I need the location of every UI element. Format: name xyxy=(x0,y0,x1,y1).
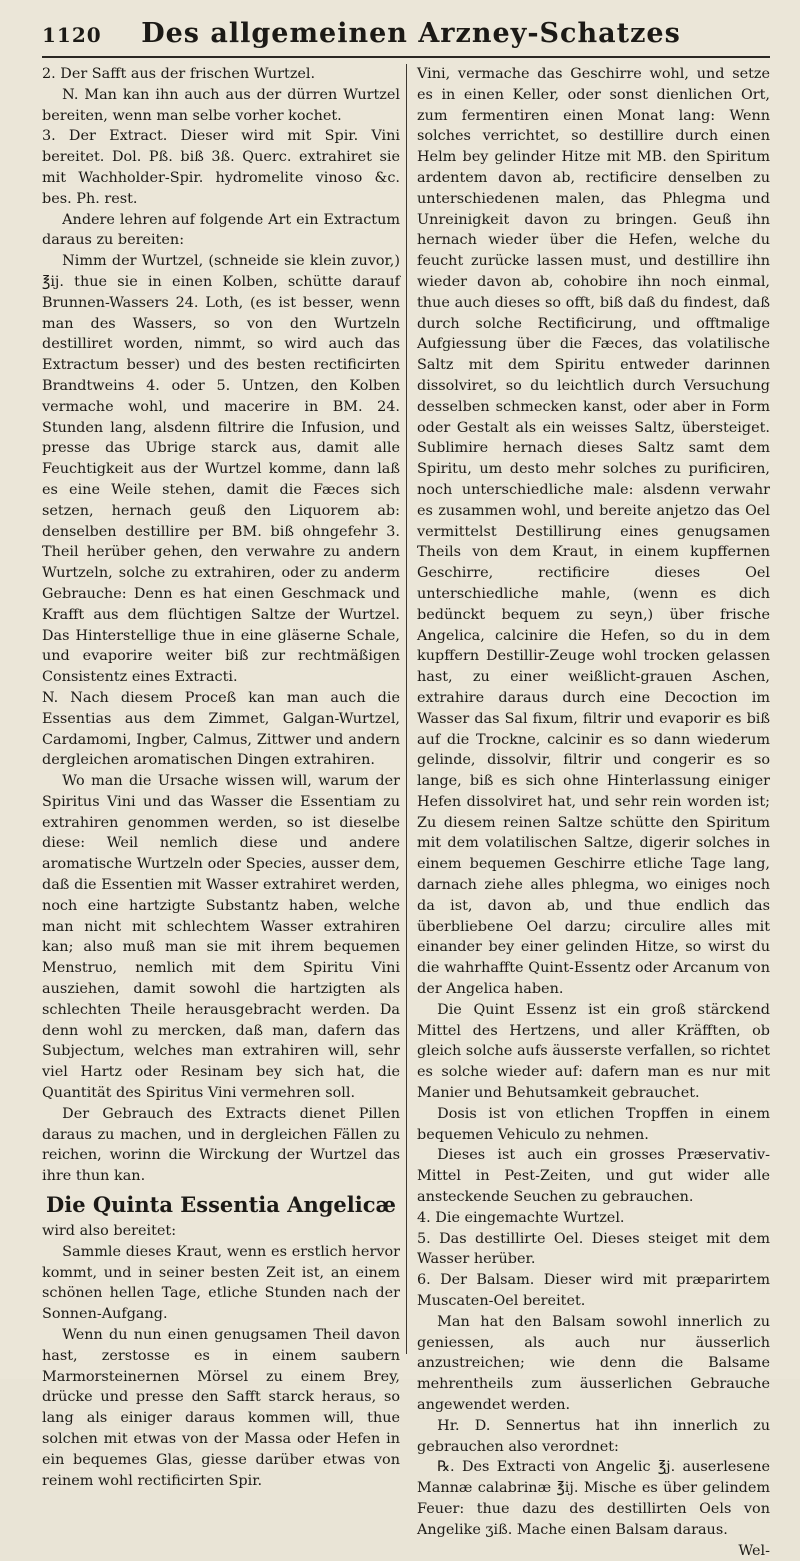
paragraph: 3. Der Extract. Dieser wird mit Spir. Vini bereitet. Dol. Pß. biß 3ß. Querc. extrahiret sie mit Wachholder-Spir. hydromelite vinoso &c. bes. Ph. rest. xyxy=(42,128,400,207)
paragraph: ℞. Des Extracti von Angelic ℥j. auserlesene Mannæ calabrinæ ℥ij. Mische es über gelindem Feuer: thue dazu des destillirten Oels von Angelike ʒiß. Mache einen Balsam daraus. xyxy=(417,1459,770,1538)
paragraph: Vini, vermache das Geschirre wohl, und setze es in einen Keller, oder sonst dienlichen Ort, zum fermentiren einen Monat lang: Wenn solches verrichtet, so destillire durch einen Helm bey gelinder Hitze mit MB. den Spiritum ardentem davon ab, rectificire denselben zu unterschiedenen malen, das Phlegma und Unreinigkeit davon zu bringen. Geuß ihn hernach wieder über die Hefen, welche du feucht zurücke lassen must, und destillire ihn wieder davon ab, cohobire ihn noch einmal, thue auch dieses so offt, biß daß du findest, daß durch solche Rectificirung, und offtmalige Aufgiessung über die Fæces, das volatilische Saltz mit dem Spiritu entweder darinnen dissolviret, so du leichtlich durch Versuchung desselben schmecken kanst, oder aber in Form oder Gestalt als ein weisses Saltz, übersteiget. Sublimire hernach dieses Saltz samt dem Spiritu, um desto mehr solches zu purificiren, noch unterschiedliche male: alsdenn verwahr es zusammen wohl, und bereite anjetzo das Oel vermittelst Destillirung eines genugsamen Theils von dem Kraut, in einem kupffernen Geschirre, rectificire dieses Oel unterschiedliche mahle, (wenn es dich bedünckt bequem zu seyn,) über frische Angelica, calcinire die Hefen, so du in dem kupffern Destillir-Zeuge wohl trocken gelassen hast, zu einer weißlicht-grauen Aschen, extrahire daraus durch eine Decoction im Wasser das Sal fixum, filtrir und evaporir es biß auf die Trockne, calcinir es so dann wiederum gelinde, dissolvir, filtrir und congerir es so lange, biß es sich ohne Hinterlassung einiger Hefen dissolviret hat, und sehr rein worden ist; Zu diesem reinen Saltze schütte den Spiritum mit dem volatilischen Saltze, digerir solches in einem bequemen Geschirre etliche Tage lang, darnach ziehe alles phlegma, wo einiges noch da ist, davon ab, und thue endlich das überbliebene Oel darzu; circulire alles mit einander bey einer gelinden Hitze, so wirst du die wahrhaffte Quint-Essentz oder Arcanum von der Angelica haben. xyxy=(417,66,770,998)
paragraph: N. Nach diesem Proceß kan man auch die Essentias aus dem Zimmet, Galgan-Wurtzel, Cardamomi, Ingber, Calmus, Zittwer und andern dergleichen aromatischen Dingen extrahiren. xyxy=(42,689,400,769)
left-column xyxy=(42,64,406,1489)
running-title: Des allgemeinen Arzney-Schatzes xyxy=(141,18,681,49)
text-columns xyxy=(42,64,770,1559)
paragraph: Dosis ist von etlichen Tropffen in einem bequemen Vehiculo zu nehmen. xyxy=(417,1105,770,1143)
paragraph: Nimm der Wurtzel, (schneide sie klein zuvor,) ℥ij. thue sie in einen Kolben, schütte darauf Brunnen-Wassers 24. Loth, (es ist besser, wenn man des Wassers, so von den Wurtzeln destilliret worden, nimmt, so wird auch das Extractum besser) und des besten rectificirten Brandtweins 4. oder 5. Untzen, den Kolben vermache wohl, und macerire in BM. 24. Stunden lang, alsdenn filtrire die Infusion, und presse das Ubrige starck aus, damit alle Feuchtigkeit aus der Wurtzel komme, dann laß es eine Weile stehen, damit die Fæces sich setzen, hernach geuß den Liquorem ab: denselben destillire per BM. biß ohngefehr 3. Theil herüber gehen, den verwahre zu andern Wurtzeln, solche zu extrahiren, oder zu anderm Gebrauche: Denn es hat einen Geschmack und Krafft aus dem flüchtigen Saltze der Wurtzel. Das Hinterstellige thue in eine gläserne Schale, und evaporire weiter biß zur rechtmäßigen Consistentz eines Extracti. xyxy=(42,253,400,686)
catchword: Wel- xyxy=(738,1542,770,1559)
paragraph: Dieses ist auch ein grosses Præservativ-Mittel in Pest-Zeiten, und gut wider alle ansteckende Seuchen zu gebrauchen. xyxy=(417,1147,770,1206)
paragraph: Hr. D. Sennertus hat ihn innerlich zu gebrauchen also verordnet: xyxy=(417,1417,770,1455)
paragraph: Andere lehren auf folgende Art ein Extractum daraus zu bereiten: xyxy=(42,211,400,249)
page-number: 1120 xyxy=(42,23,102,47)
paragraph: N. Man kan ihn auch aus der dürren Wurtzel bereiten, wenn man selbe vorher kochet. xyxy=(42,86,400,124)
paragraph: 5. Das destillirte Oel. Dieses steiget mit dem Wasser herüber. xyxy=(417,1230,770,1268)
paragraph: Der Gebrauch des Extracts dienet Pillen daraus zu machen, und in dergleichen Fällen zu reichen, worinn die Wirckung der Wurtzel das ihre thun kan. xyxy=(42,1105,400,1185)
paragraph: Man hat den Balsam sowohl innerlich zu geniessen, als auch nur äusserlich anzustreichen; wie denn die Balsame mehrentheils zum äusserlichen Gebrauche angewendet werden. xyxy=(417,1313,770,1413)
paragraph: Wenn du nun einen genugsamen Theil davon hast, zerstosse es in einem saubern Marmorsteinernen Mörsel zu einem Brey, drücke und presse den Safft starck heraus, so lang als einiger daraus kommen will, thue solchen mit etwas von der Massa oder Hefen in ein bequemes Glas, giesse darüber etwas von reinem wohl rectificirten Spir. xyxy=(42,1327,400,1489)
paragraph: 4. Die eingemachte Wurtzel. xyxy=(417,1209,625,1226)
paragraph: 6. Der Balsam. Dieser wird mit præparirtem Muscaten-Oel bereitet. xyxy=(417,1272,770,1310)
page-header xyxy=(42,18,770,58)
paragraph: 2. Der Safft aus der frischen Wurtzel. xyxy=(42,66,316,82)
paragraph: wird also bereitet: xyxy=(42,1223,177,1240)
section-heading: Die Quinta Essentia Angelicæ xyxy=(46,1192,396,1218)
paragraph: Wo man die Ursache wissen will, warum der Spiritus Vini und das Wasser die Essentiam zu extrahiren genommen werden, so ist dieselbe diese: Weil nemlich diese und andere aromatische Wurtzeln oder Species, ausser dem, daß die Essentien mit Wasser extrahiret werden, noch eine hartzigte Substantz haben, welche man nicht mit schlechtem Wasser extrahiren kan; also muß man sie mit ihrem bequemen Menstruo, nemlich mit dem Spiritu Vini ausziehen, damit sowohl die hartzigten als schlechten Theile herausgebracht werden. Da denn wohl zu mercken, daß man, dafern das Subjectum, welches man extrahiren will, sehr viel Hartz oder Resinam bey sich hat, die Quantität des Spiritus Vini vermehren soll. xyxy=(42,773,400,1102)
paragraph: Die Quint Essenz ist ein groß stärckend Mittel des Hertzens, und aller Kräfften, ob gleich solche aufs äusserste verfallen, so richtet es solche wieder auf: dafern man es nur mit Manier und Behutsamkeit gebrauchet. xyxy=(417,1001,770,1102)
paragraph: Sammle dieses Kraut, wenn es erstlich hervor kommt, und in seiner besten Zeit ist, an einem schönen hellen Tage, etliche Stunden nach der Sonnen-Aufgang. xyxy=(42,1243,400,1323)
right-column xyxy=(406,64,770,1559)
